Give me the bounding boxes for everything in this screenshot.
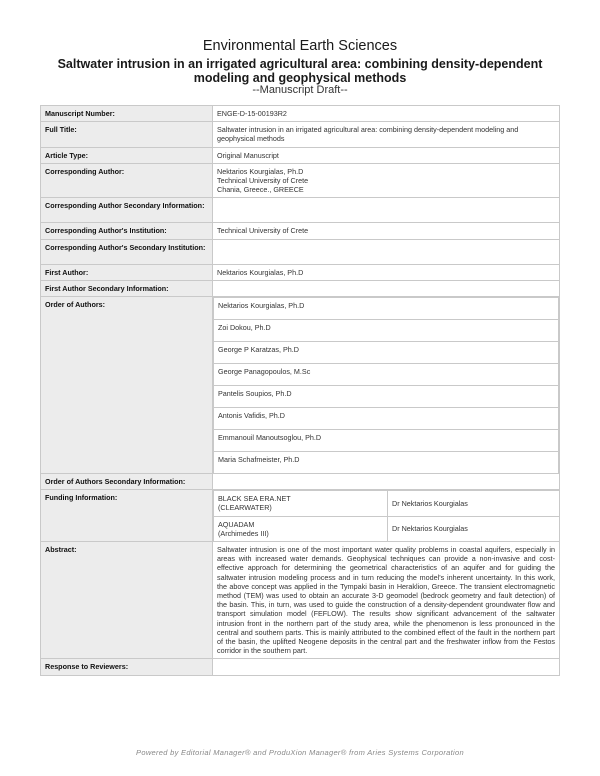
funding-agency bbox=[214, 491, 388, 516]
row-funding bbox=[41, 490, 560, 542]
corresponding-author-location: Chania, Greece., GREECE bbox=[217, 185, 304, 195]
row-manuscript-number bbox=[41, 106, 560, 122]
author-item: Nektarios Kourgialas, Ph.D bbox=[214, 298, 559, 320]
author-item: Zoi Dokou, Ph.D bbox=[214, 320, 559, 342]
label-full-title: Full Title: bbox=[41, 122, 213, 147]
row-corresponding-secondary-institution bbox=[41, 239, 560, 264]
value-abstract: Saltwater intrusion is one of the most important water quality problems in coastal aquifers, especially in areas with increased water demands. Geophysical techniques can provide a non-invasive and cost-effective approach for determining the geometrical characteristics of an aquifer and for guiding the saltwater intrusion modeling process and in turn reducing the model's inherent uncertainty. In this work, the above concept was applied in the Tympaki basin in Heraklion, Greece. The transient electromagnetic method (TEM) was used to obtain an accurate 3-D geomodel (bedrock geometry and fault detection) of the basin. This, in turn, was used to guide the construction of a density-dependent groundwater flow and transport simulation model (FEFLOW). The results show significant advancement of the saltwater intrusion front in the northern part of the study area, while the phenomenon is less pronounced in the central and southern parts. This is mainly attributed to the combined effect of the fault in the northern part of the basin, the uplifted Neogene deposits in the central part and the freshwater inflow from the Festos corridor in the southern part. bbox=[213, 542, 560, 659]
value-full-title: Saltwater intrusion in an irrigated agricultural area: combining density-dependent modeling and geophysical methods bbox=[213, 122, 560, 147]
label-corresponding-author: Corresponding Author: bbox=[41, 163, 213, 198]
row-first-author-secondary bbox=[41, 280, 560, 296]
row-article-type bbox=[41, 147, 560, 163]
funding-agency-name: AQUADAM bbox=[218, 519, 255, 529]
row-first-author bbox=[41, 264, 560, 280]
corresponding-author-affiliation: Technical University of Crete bbox=[217, 176, 309, 186]
funding-agency bbox=[214, 516, 388, 541]
row-order-of-authors-secondary bbox=[41, 474, 560, 490]
value-order-of-authors-secondary bbox=[213, 474, 560, 490]
label-response-to-reviewers: Response to Reviewers: bbox=[41, 659, 213, 675]
draft-label: --Manuscript Draft-- bbox=[252, 84, 348, 96]
author-item: George Panagopoulos, M.Sc bbox=[214, 364, 559, 386]
value-corresponding-secondary-institution bbox=[213, 239, 560, 264]
row-order-of-authors bbox=[41, 297, 560, 474]
footer-credit: Powered by Editorial Manager® and ProduXion Manager® from Aries Systems Corporation bbox=[136, 748, 464, 757]
label-order-of-authors-secondary: Order of Authors Secondary Information: bbox=[41, 474, 213, 490]
row-corresponding-author-secondary bbox=[41, 198, 560, 223]
author-item: George P Karatzas, Ph.D bbox=[214, 342, 559, 364]
value-first-author: Nektarios Kourgialas, Ph.D bbox=[213, 264, 560, 280]
value-corresponding-author-secondary bbox=[213, 198, 560, 223]
value-corresponding-institution: Technical University of Crete bbox=[213, 223, 560, 239]
row-full-title bbox=[41, 122, 560, 147]
label-order-of-authors: Order of Authors: bbox=[41, 297, 213, 474]
value-order-of-authors bbox=[213, 297, 560, 474]
value-corresponding-author bbox=[213, 163, 560, 198]
row-corresponding-institution bbox=[41, 223, 560, 239]
manuscript-title: Saltwater intrusion in an irrigated agricultural area: combining density-dependent modeling and geophysical methods bbox=[57, 57, 543, 85]
funding-row bbox=[214, 516, 560, 541]
value-first-author-secondary bbox=[213, 280, 560, 296]
funding-agency-program: (Archimedes III) bbox=[218, 528, 269, 538]
journal-name: Environmental Earth Sciences bbox=[202, 38, 398, 54]
author-item: Antonis Vafidis, Ph.D bbox=[214, 408, 559, 430]
funding-agency-program: (CLEARWATER) bbox=[218, 503, 272, 513]
label-abstract: Abstract: bbox=[41, 542, 213, 659]
value-funding bbox=[213, 490, 560, 542]
value-manuscript-number: ENGE-D-15-00193R2 bbox=[213, 106, 560, 122]
author-item: Pantelis Soupios, Ph.D bbox=[214, 386, 559, 408]
funding-recipient: Dr Nektarios Kourgialas bbox=[388, 491, 560, 516]
funding-row bbox=[214, 491, 560, 516]
label-first-author-secondary: First Author Secondary Information: bbox=[41, 280, 213, 296]
manuscript-metadata-table bbox=[40, 105, 560, 676]
label-manuscript-number: Manuscript Number: bbox=[41, 106, 213, 122]
value-article-type: Original Manuscript bbox=[213, 147, 560, 163]
value-response-to-reviewers bbox=[213, 659, 560, 675]
row-response-to-reviewers bbox=[41, 659, 560, 675]
label-corresponding-author-secondary: Corresponding Author Secondary Information: bbox=[41, 198, 213, 223]
label-funding: Funding Information: bbox=[41, 490, 213, 542]
funding-agency-name: BLACK SEA ERA.NET bbox=[218, 494, 291, 504]
author-item: Maria Schafmeister, Ph.D bbox=[214, 452, 559, 474]
authors-list bbox=[213, 297, 559, 473]
label-article-type: Article Type: bbox=[41, 147, 213, 163]
funding-recipient: Dr Nektarios Kourgialas bbox=[388, 516, 560, 541]
label-corresponding-institution: Corresponding Author's Institution: bbox=[41, 223, 213, 239]
label-first-author: First Author: bbox=[41, 264, 213, 280]
corresponding-author-name: Nektarios Kourgialas, Ph.D bbox=[217, 166, 304, 176]
author-item: Emmanouil Manoutsoglou, Ph.D bbox=[214, 430, 559, 452]
row-abstract bbox=[41, 542, 560, 659]
label-corresponding-secondary-institution: Corresponding Author's Secondary Institution: bbox=[41, 239, 213, 264]
row-corresponding-author bbox=[41, 163, 560, 198]
funding-table bbox=[213, 490, 559, 541]
